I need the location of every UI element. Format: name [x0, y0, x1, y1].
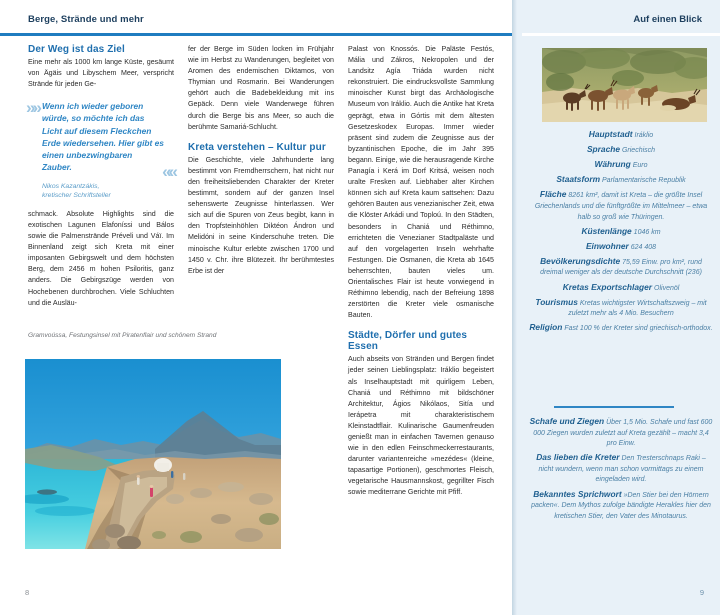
fact-label: Schafe und Ziegen — [529, 416, 605, 426]
fact-value: Fast 100 % der Kreter sind griechisch-orthodox. — [564, 325, 713, 333]
paragraph-col2-body: Die Geschichte, viele Jahrhunderte lang bestimmt von Fremdherrschern, hat nicht nur den freiheitsliebenden Charakter der Kreter bestimmt, sondern auf der ganzen Insel sehenswerte Zeugnisse hinterlassen. Wer sich auf die Spuren von Zeus begibt, kann in den Tropfsteinhöhlen Diktéon Ándron und Melidóni in seine Kinderschuhe treten. Die minoische Kultur erlebte zwischen 1700 und 1450 v. Chr. ihre Blütezeit. Ihr berühmtestes Erbe ist der — [188, 155, 334, 275]
fact-label: Hauptstadt — [588, 129, 633, 139]
pull-quote — [28, 97, 174, 202]
beach-photo-caption: Gramvoússa, Festungsinsel mit Piratenflair und schönem Strand — [28, 332, 217, 339]
fact-label: Religion — [529, 322, 563, 333]
facts-list-primary — [528, 129, 714, 337]
fact-label: Staatsform — [556, 174, 601, 185]
page-header-left: Berge, Strände und mehr — [28, 14, 144, 25]
fact-label: Tourismus — [535, 296, 578, 307]
fact-item — [528, 416, 714, 450]
fact-item — [528, 452, 714, 486]
fact-value: Griechisch — [621, 147, 656, 155]
fact-value: Kretas wichtigster Wirtschaftszweig – mit zuletzt mehr als 4 Mio. Besuchern — [568, 299, 707, 318]
fact-value: 75,59 Einw. pro km², rund dreimal weniger als der deutsche Durchschnitt (236) — [540, 258, 702, 277]
sidebar-page — [512, 0, 720, 615]
fact-value: »Den Stier bei den Hörnern packen«. Dem Mythos zufolge bändigte Herakles hier den kretischen Stier, den Vater des Minotaurus. — [531, 491, 711, 520]
fact-label: Währung — [594, 159, 631, 170]
section-heading-staedte: Städte, Dörfer und gutes Essen — [348, 330, 468, 353]
fact-value: Olivenöl — [654, 284, 680, 292]
fact-label: Bevölkerungsdichte — [540, 255, 621, 266]
fact-item — [528, 174, 714, 187]
fact-item — [528, 297, 714, 320]
fact-value: Parlamentarische Republik — [602, 177, 686, 185]
gutter-shadow — [512, 0, 517, 615]
fact-value: Über 1,5 Mio. Schafe und fast 600 000 Ziegen wurden zuletzt auf Kreta gezählt – macht 3,4 pro Einw. — [533, 419, 713, 448]
fact-label: Fläche — [539, 189, 567, 200]
fact-label: Kretas Exportschlager — [562, 281, 653, 292]
page-number-left: 8 — [25, 588, 30, 597]
fact-value: 8261 km², damit ist Kreta – die größte Insel Griechenlands und die fünftgrößte im Mittelmeer – etwa halb so groß wie Thüringen. — [534, 192, 708, 221]
fact-item — [528, 322, 714, 335]
fact-item — [528, 226, 714, 239]
paragraph-col3-body: Auch abseits von Stränden und Bergen findet jeder seinen Lieblingsplatz: Iráklio begeistert als Inselhauptstadt mit quirligem Leben, Chaniá und Réthimno mit bildschöner Architektur, Ágios Nikólaos, Sitía und Ierápetra mit charakteristischem Kleinstadtflair. Kulinarische Gaumenfreuden genießt man in einfachen Tavernen genauso wie in den edlen Feinschmeckerrestaurants, darunter variantenreiche »mezédes« (kleine, tapasartige Portionen), geschmortes Fleisch, vegetarische Hausmannskost, gegrillter Fisch sowie mediterrane Gerichte mit Pfiff. — [348, 355, 494, 497]
goats-photo — [542, 48, 707, 122]
fact-item — [528, 189, 714, 223]
column-3 — [348, 44, 494, 564]
fact-value: Euro — [632, 162, 648, 170]
facts-divider — [554, 406, 674, 408]
beach-fortress-photo — [25, 359, 281, 549]
fact-label: Küstenlänge — [581, 225, 632, 236]
sidebar-header-rule — [522, 33, 720, 36]
fact-label: Sprache — [586, 144, 621, 155]
fact-item — [528, 489, 714, 523]
section-heading-kultur: Kreta verstehen – Kultur pur — [188, 141, 326, 153]
fact-value: 624 408 — [630, 243, 657, 251]
fact-item — [528, 282, 714, 295]
quote-author-role: kretischer Schriftsteller — [42, 191, 111, 199]
fact-value: 1046 km — [633, 228, 661, 236]
paragraph-col1-intro: Eine mehr als 1000 km lange Küste, gesäumt von Ägäis und Libyschem Meer, verspricht Strände für jeden Ge- — [28, 58, 174, 89]
fact-item — [528, 241, 714, 254]
fact-item — [528, 144, 714, 157]
page-number-right: 9 — [699, 588, 704, 597]
paragraph-col3-top: Palast von Knossós. Die Paläste Festós, Mália und Zákros, Nekropolen und der Landsitz Agía Triáda wurden nicht rekonstruiert. Die eindrucksvollste Sammlung minoischer Kunst birgt das Archäologische Museum von Iráklio. Auch die Antike hat Kreta geprägt, etwa in Górtis mit dem ältesten Gesetzeskodex Europas. Immer wieder präsent sind zudem die Zeugnisse aus der byzantinischen Epoche, die im Jahr 395 begann. Einige, wie die herausragende Kirche Panagía i Kerá im Dorf Kritsá, weisen noch uralte Fresken auf. Liebhaber alter Kirchen können sich auf Kreta kaum sattsehen: Dazu gehören Bauten aus venezianischer Zeit, etwa die Klöster Arkádi und Toploú. In den Städten, besonders in Chaniá und Réthimno, errichteten die Venezianer Stadtpaläste und auf den vorgelagerten Inseln wehrhafte Festungen. Die Osmanen, die Kreta ab 1645 beherrschten, bauten vieles um. Orientalisches Flair ist heute vorwiegend in Réthimno lebendig, nach der Befreiung 1898 zerstörten die Kreter viele osmanische Bauten. — [348, 45, 494, 320]
fact-item — [528, 159, 714, 172]
fact-label: Bekanntes Sprichwort — [533, 488, 622, 499]
section-heading-weg: Der Weg ist das Ziel — [28, 44, 125, 55]
quote-open-icon: »» — [26, 98, 39, 118]
paragraph-col2-top: fer der Berge im Süden locken im Frühjahr wie im Herbst zu Wanderungen, begleitet von Aromen des endemischen Diktamos, von Thymian und Rosmarin. Bei Wanderungen gehört auch die Badebekleidung mit ins Gepäck. Denn viele Wanderwege führen durch die Berge bis ans Meer, so auch die berühmte Samariá-Schlucht. — [188, 45, 334, 131]
fact-item — [528, 129, 714, 142]
header-rule — [0, 33, 512, 36]
paragraph-col1-body: schmack. Absolute Highlights sind die exotischen Lagunen Elafoníssi und Bálos sowie die Palmenstrände Préveli und Váï. Im Binnenland zeigt sich Kreta mit einer imposanten Gebirgswelt und dem höchsten Berg, dem 2456 m hohen Psiloritis, ganz anders. Die Gebirgszüge werden von Hochebenen durchbrochen. Viele Schluchten und die Ausläu- — [28, 209, 174, 307]
facts-list-secondary — [528, 416, 714, 525]
fact-label: Einwohner — [585, 240, 629, 251]
page-header-right: Auf einen Blick — [633, 14, 702, 25]
pull-quote-attribution — [42, 182, 164, 200]
fact-label: Das lieben die Kreter — [536, 452, 620, 463]
fact-value: Den Tresterschnaps Raki – nicht wundern, wenn man schon vormittags zu einem eingeladen wird. — [538, 455, 706, 484]
fact-value: Iráklio — [634, 132, 654, 139]
quote-close-icon: «« — [162, 161, 175, 181]
fact-item — [528, 256, 714, 279]
quote-author-name: Nikos Kazantzákis, — [42, 182, 100, 190]
pull-quote-text: Wenn ich wieder geboren würde, so möchte ich das Licht auf diesem Fleckchen Erde wiedersehen. Hier gibt es einen unbezwingbaren Zauber. — [42, 101, 164, 173]
